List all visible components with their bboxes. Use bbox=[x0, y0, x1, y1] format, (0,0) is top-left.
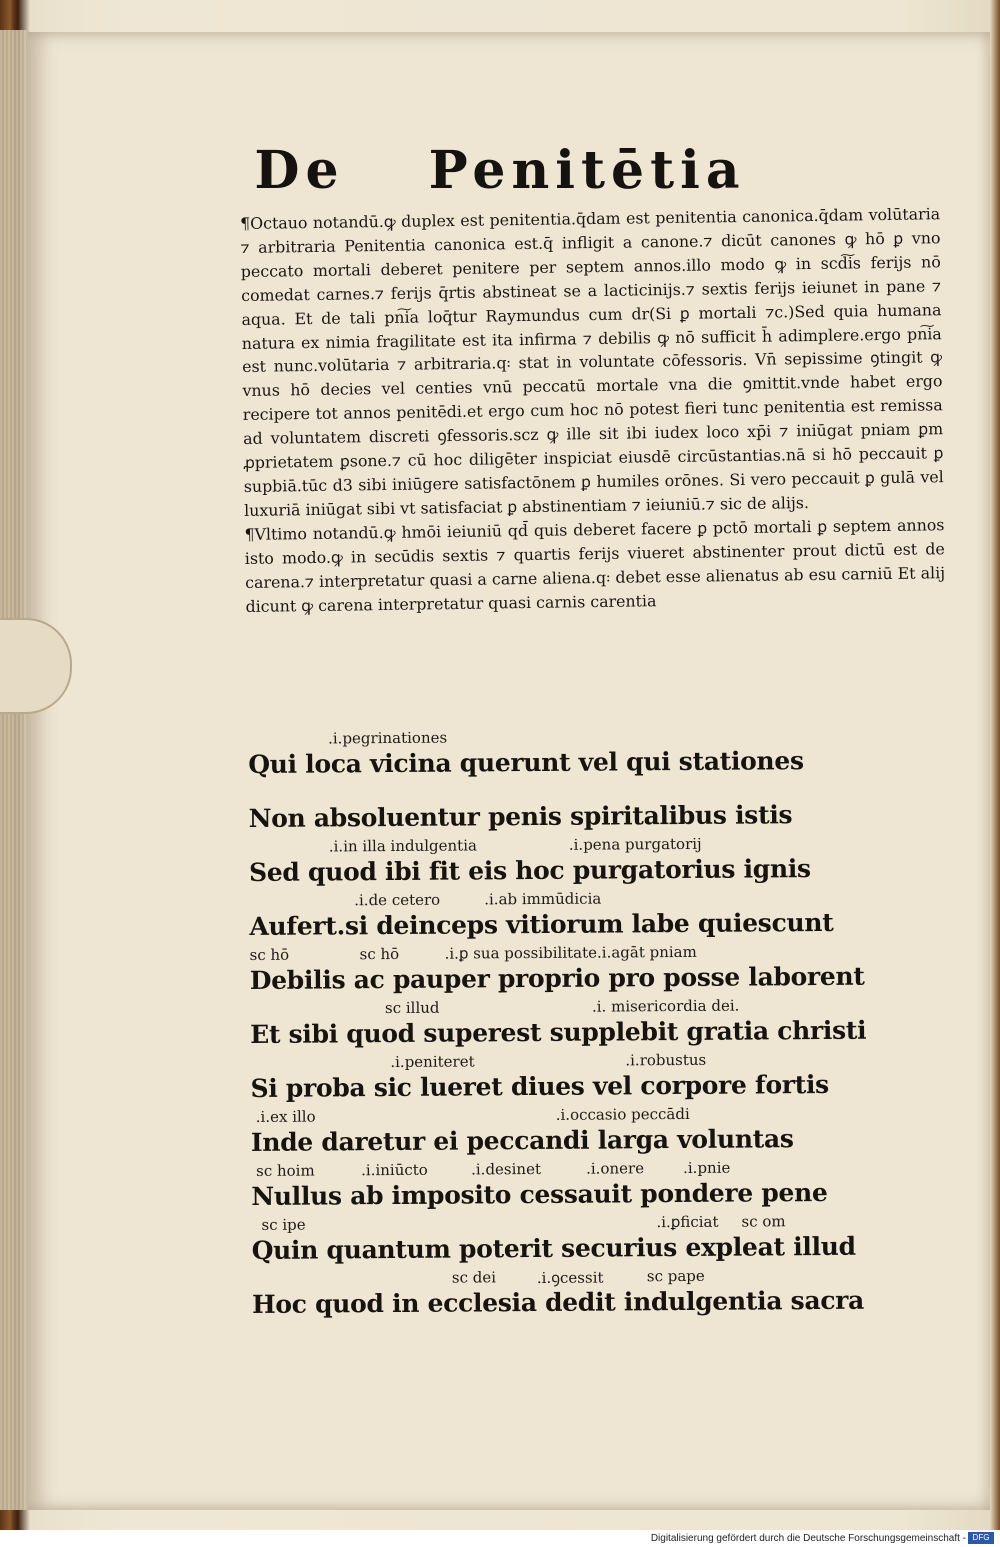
gloss-word: sc pape bbox=[646, 1266, 705, 1286]
verse-line: Qui loca vicina querunt vel qui stationes bbox=[248, 746, 804, 779]
gloss-word: .i.peniteret bbox=[390, 1052, 475, 1072]
gloss-line bbox=[250, 940, 810, 966]
footer-credit: Digitalisierung gefördert durch die Deutsche Forschungsgemeinschaft - bbox=[650, 1533, 966, 1544]
gloss-word: sc ipe bbox=[261, 1215, 306, 1234]
gloss-word: .i.in illa indulgentia bbox=[328, 836, 477, 856]
footer-bar bbox=[0, 1530, 1000, 1547]
gloss-line bbox=[250, 994, 810, 1020]
gloss-line bbox=[248, 724, 808, 750]
gloss-word: sc dei bbox=[451, 1268, 497, 1287]
prose-text bbox=[240, 202, 946, 618]
gloss-word: .i.ꝑficiat bbox=[656, 1212, 719, 1232]
gloss-word: .i.pena purgatorij bbox=[568, 834, 702, 854]
verse-block bbox=[248, 724, 867, 1322]
gloss-line bbox=[251, 1156, 811, 1182]
gloss-word: .i.pegrinationes bbox=[328, 728, 448, 748]
gloss-word: .i. misericordia dei. bbox=[591, 996, 740, 1016]
gloss-word: .i.ꝑ sua possibilitate.i.agāt pniam bbox=[444, 942, 697, 963]
gloss-line bbox=[248, 778, 808, 804]
gloss-word: .i.occasio peccādi bbox=[555, 1104, 690, 1124]
gloss-word: .i.ab immūdicia bbox=[484, 889, 602, 909]
verse-line: Et sibi quod superest supplebit gratia christi bbox=[250, 1015, 867, 1049]
verse-line: Debilis ac pauper proprio pro posse laborent bbox=[249, 961, 865, 995]
verse-line: Quin quantum poterit securius expleat illud bbox=[251, 1231, 856, 1265]
verse-line: Inde daretur ei peccandi larga voluntas bbox=[250, 1124, 794, 1157]
gloss-word: sc illud bbox=[384, 998, 440, 1018]
gloss-line bbox=[250, 1048, 810, 1074]
verse-line: Si proba sic lueret diues vel corpore fortis bbox=[250, 1069, 829, 1103]
gloss-line bbox=[249, 886, 809, 912]
gloss-line bbox=[251, 1210, 811, 1236]
verse-line: Non absoluentur penis spiritalibus istis bbox=[248, 800, 793, 833]
gloss-word: .i.desinet bbox=[471, 1159, 542, 1179]
gloss-word: .i.pnie bbox=[683, 1158, 731, 1177]
verse-line: Aufert.si deinceps vitiorum labe quiescunt bbox=[249, 907, 834, 941]
gloss-word: .i.iniūcto bbox=[361, 1160, 428, 1180]
gloss-word: .i.ꝯcessit bbox=[536, 1268, 604, 1287]
gloss-line bbox=[251, 1102, 811, 1128]
verse-line: Hoc quod in ecclesia dedit indulgentia sacra bbox=[251, 1285, 865, 1319]
gloss-word: .i.ex illo bbox=[255, 1107, 316, 1126]
gloss-word: .i.onere bbox=[586, 1159, 645, 1178]
gloss-word: .i.robustus bbox=[625, 1050, 707, 1070]
page-edges bbox=[0, 30, 30, 1510]
gloss-line bbox=[249, 832, 809, 858]
dfg-logo: DFG bbox=[968, 1532, 994, 1544]
gloss-word: sc hō bbox=[359, 944, 400, 964]
gloss-word: sc hō bbox=[249, 945, 290, 964]
gloss-word: sc hoim bbox=[256, 1161, 315, 1180]
paragraph-octauo: ¶Octauo notandū.ꝙ duplex est penitentia.q̄dam est penitentia canonica.q̄dam volūtaria ⁊ arbitraria Penitentia canonica est.q̄ infligit a canone.⁊ dicūt canones ꝙ hō ꝑ vno peccato mortali deberet penitere per septem annos.illo modo ꝙ in scd͠is ferijs nō comedat carnes.⁊ ferijs q̄rtis abstineat se a lacticinijs.⁊ sextis ferijs ieiunet in pane ⁊ aqua. Et de tali pn͠ia loq̄tur Raymundus cum dr(Si ꝑ mortali ⁊c.)Sed quia humana natura ex nimia fragilitate est ita infirma ⁊ debilis ꝙ nō sufficit h̄ adimplere.ergo pn͠ia est nunc.volūtaria ⁊ arbitraria.q꞉ stat in voluntate cōfessoris. Vn̄ sepissime ꝯtingit ꝙ vnus hō decies vel centies vnū peccatū mortale vna die ꝯmittit.vnde habet ergo recipere tot annos penitēdi.et ergo cum hoc nō potest fieri tunc penitentia est remissa ad voluntatem discreti ꝯfessoris.scz ꝙ ille sit ibi iudex loco xp̄i ⁊ iniūgat pniam ꝑm ꝓprietatem ꝑsone.⁊ cū hoc diligēter inspiciat eiusdē circūstantias.nā si hō peccauit ꝑ supbiā.tūc d3 sibi iniūgere satisfactōnem ꝑ humiles orōnes. Si vero peccauit ꝑ gulā vel luxuriā iniūgat sibi vt satisfaciat ꝑ abstinentiam ⁊ ieiuniū.⁊ sic de alijs. bbox=[240, 204, 944, 520]
verse-line: Nullus ab imposito cessauit pondere pene bbox=[251, 1177, 828, 1211]
gloss-word: .i.de cetero bbox=[354, 890, 441, 910]
paragraph-vltimo: ¶Vltimo notandū.ꝙ hmōi ieiuniū qd̄ quis deberet facere ꝑ pctō mortali ꝑ septem annos isto modo.ꝙ in secūdis sextis ⁊ quartis ferijs viueret abstinenter prout dictū est de carena.⁊ interpretatur quasi a carne aliena.q꞉ debet esse alienatus ab esu carniū Et alij dicunt ꝙ carena interpretatur quasi carnis carentia bbox=[244, 514, 946, 616]
gloss-word: sc om bbox=[741, 1212, 786, 1231]
page-title: De Penitētia bbox=[254, 140, 746, 201]
verse-line: Sed quod ibi fit eis hoc purgatorius ignis bbox=[248, 854, 811, 887]
gloss-line bbox=[252, 1264, 812, 1290]
